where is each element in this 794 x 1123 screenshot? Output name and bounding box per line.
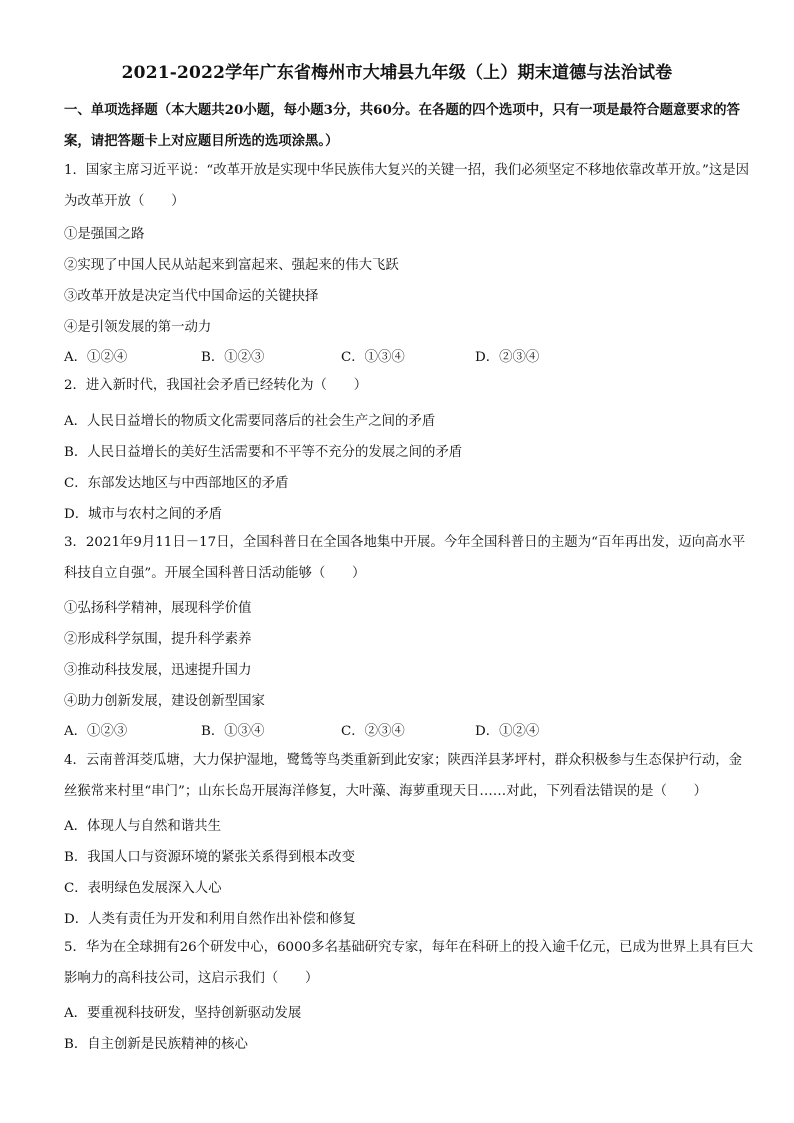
question-2-option-d: D．城市与农村之间的矛盾 [64,507,223,522]
choice-b: B．①②③ [201,350,265,365]
question-1-statement: ①是强国之路 [64,227,145,242]
question-5-option-b: B．自主创新是民族精神的核心 [64,1037,248,1052]
page-title: 2021-2022学年广东省梅州市大埔县九年级（上）期末道德与法治试卷 [121,63,673,83]
question-3-statement: ③推动科技发展，迅速提升国力 [64,663,252,678]
question-3-statement: ②形成科学氛围，提升科学素养 [64,632,252,647]
question-2-option-c: C．东部发达地区与中西部地区的矛盾 [64,476,289,491]
question-4-option-b: B．我国人口与资源环境的紧张关系得到根本改变 [64,850,356,865]
question-4-option-d: D．人类有责任为开发和利用自然作出补偿和修复 [64,912,356,927]
choice-c: C．②③④ [341,724,405,739]
question-1-statement: ②实现了中国人民从站起来到富起来、强起来的伟大飞跃 [64,258,399,273]
choice-d: D．②③④ [475,350,540,365]
question-4-option-a: A．体现人与自然和谐共生 [64,819,221,834]
choice-d: D．①②④ [475,724,540,739]
question-1-statement: ④是引领发展的第一动力 [64,320,212,335]
question-3-statement: ①弘扬科学精神，展现科学价值 [64,601,252,616]
question-2-stem: 2．进入新时代，我国社会矛盾已经转化为（ ） [64,378,368,393]
question-5-option-a: A．要重视科技研发，坚持创新驱动发展 [64,1006,302,1021]
question-2-option-a: A．人民日益增长的物质文化需要同落后的社会生产之间的矛盾 [64,414,436,429]
question-3-stem: 3．2021年9月11日－17日，全国科普日在全国各地集中开展。今年全国科普日的主题为“百年再出发，迈向高水平科技自立自强”。开展全国科普日活动能够（ ） [64,535,746,581]
choice-a: A．①②③ [64,724,128,739]
choice-b: B．①③④ [201,724,265,739]
question-4-option-c: C．表明绿色发展深入人心 [64,881,222,896]
question-1-statement: ③改革开放是决定当代中国命运的关键抉择 [64,289,319,304]
question-2-option-b: B．人民日益增长的美好生活需要和不平等不充分的发展之间的矛盾 [64,445,463,460]
choice-a: A．①②④ [64,350,128,365]
choice-c: C．①③④ [341,350,405,365]
question-1-stem: 1．国家主席习近平说：“改革开放是实现中华民族伟大复兴的关键一招，我们必须坚定不移地依靠改革开放。”这是因为改革开放（ ） [64,163,750,209]
question-5-stem: 5．华为在全球拥有26个研发中心，6000多名基础研究专家，每年在科研上的投入逾千亿元，已成为世界上具有巨大影响力的高科技公司，这启示我们（ ） [64,940,753,986]
question-3-statement: ④助力创新发展，建设创新型国家 [64,694,265,709]
section-header: 一、单项选择题（本大题共20小题，每小题3分，共60分。在各题的四个选项中，只有一项是最符合题意要求的答案，请把答题卡上对应题目所选的选项涂黑。） [64,102,740,149]
question-4-stem: 4．云南普洱茭瓜塘，大力保护湿地，鹭鸶等鸟类重新到此安家；陕西洋县茅坪村，群众积极参与生态保护行动，金丝猴常来村里“串门”；山东长岛开展海洋修复，大叶藻、海萝重现天日……对此，下列看法错误的是（ ） [64,753,743,799]
